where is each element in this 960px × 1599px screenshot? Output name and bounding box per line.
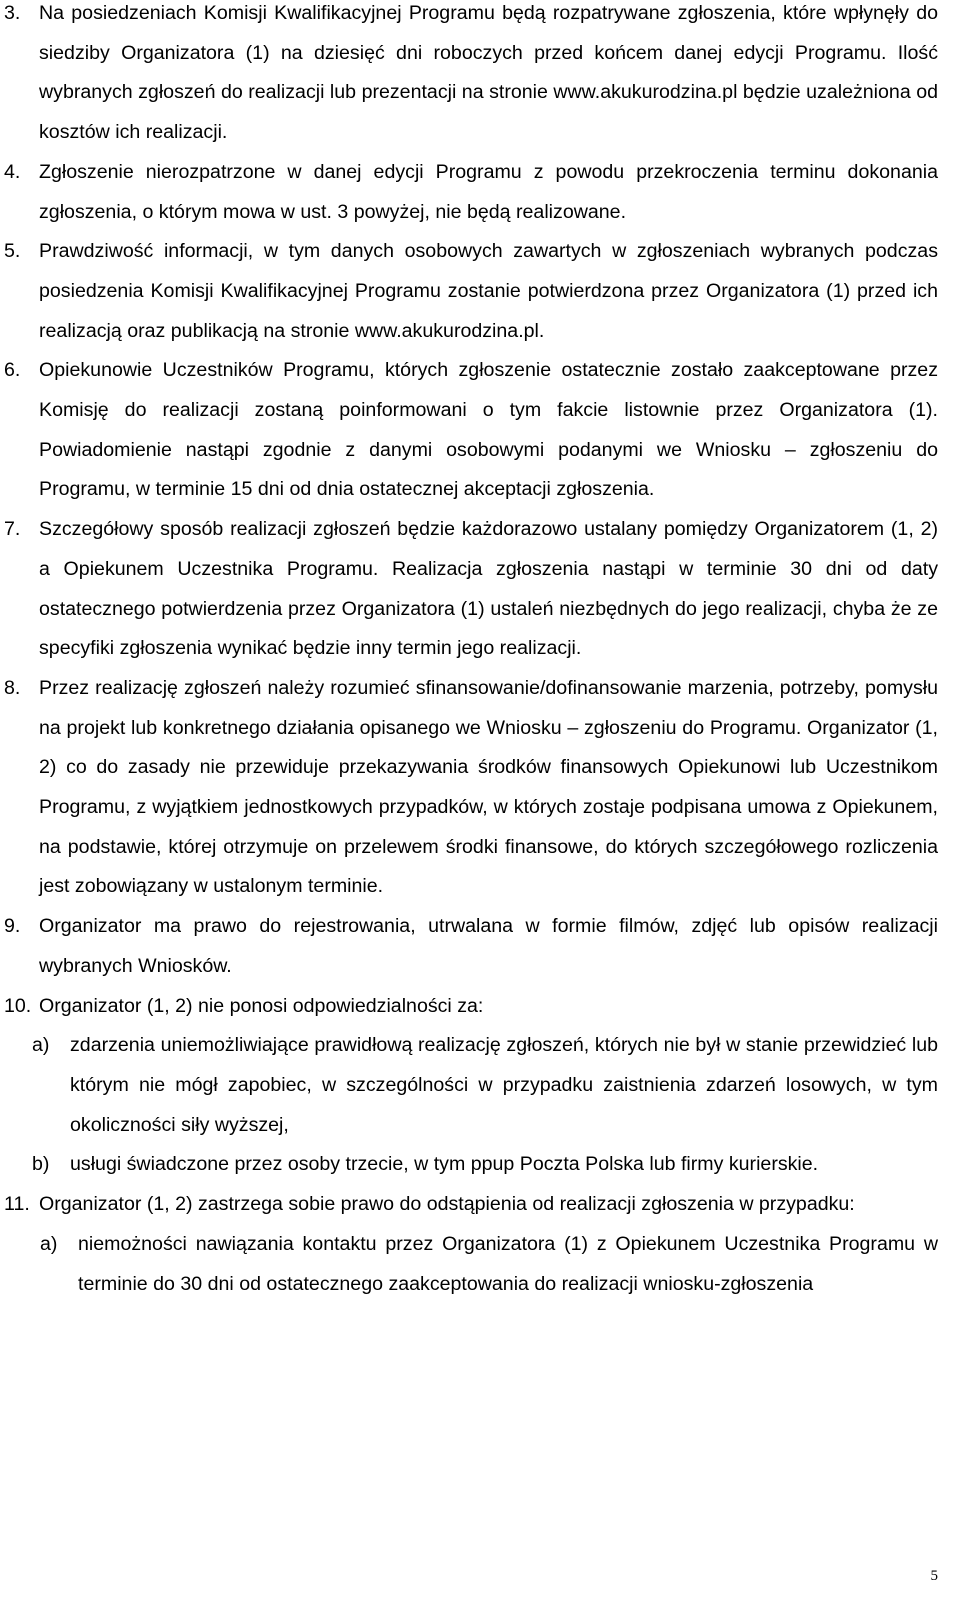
list-item	[0, 669, 960, 907]
sublist-label: a)	[32, 1034, 50, 1057]
item-text: Organizator (1, 2) nie ponosi odpowiedzialności za:	[39, 994, 484, 1017]
list-item	[0, 907, 960, 986]
list-item	[0, 1185, 960, 1225]
sublist	[0, 1026, 960, 1185]
item-number: 7.	[4, 518, 21, 541]
item-text: Prawdziwość informacji, w tym danych osobowych zawartych w zgłoszeniach wybranych podczas posiedzenia Komisji Kwalifikacyjnej Programu zostanie potwierdzona przez Organizatora (1) przed ich realizacją oraz publikacją na stronie www.akukurodzina.pl.	[39, 240, 938, 342]
sublist-text: usługi świadczone przez osoby trzecie, w tym ppup Poczta Polska lub firmy kurierskie.	[70, 1153, 819, 1176]
item-number: 6.	[4, 359, 21, 382]
item-text: Opiekunowie Uczestników Programu, których zgłoszenie ostatecznie zostało zaakceptowane przez Komisję do realizacji zostaną poinformowani o tym fakcie listownie przez Organizatora (1). Powiadomienie nastąpi zgodnie z danymi osobowymi podanymi we Wniosku – zgłoszeniu do Programu, w terminie 15 dni od dnia ostatecznej akceptacji zgłoszenia.	[39, 359, 938, 501]
item-number: 5.	[4, 240, 21, 263]
item-text: Przez realizację zgłoszeń należy rozumieć sfinansowanie/dofinansowanie marzenia, potrzeby, pomysłu na projekt lub konkretnego działania opisanego we Wniosku – zgłoszeniu do Programu. Organizator (1, 2) co do zasady nie przewiduje przekazywania środków finansowych Opiekunowi lub Uczestnikom Programu, z wyjątkiem jednostkowych przypadków, w których zostaje podpisana umowa z Opiekunem, na podstawie, której otrzymuje on przelewem środki finansowe, do których szczegółowego rozliczenia jest zobowiązany w ustalonym terminie.	[39, 676, 938, 898]
item-text: Szczegółowy sposób realizacji zgłoszeń będzie każdorazowo ustalany pomiędzy Organizatorem (1, 2) a Opiekunem Uczestnika Programu. Realizacja zgłoszenia nastąpi w terminie 30 dni od daty ostatecznego potwierdzenia przez Organizatora (1) ustaleń niezbędnych do jego realizacji, chyba że ze specyfiki zgłoszenia wynikać będzie inny termin jego realizacji.	[39, 518, 938, 660]
item-number: 8.	[4, 676, 21, 699]
sublist-container	[0, 1026, 960, 1185]
item-number: 10.	[4, 994, 32, 1017]
item-text: Zgłoszenie nierozpatrzone w danej edycji Programu z powodu przekroczenia terminu dokonania zgłoszenia, o którym mowa w ust. 3 powyżej, nie będą realizowane.	[39, 160, 938, 223]
list-item	[0, 153, 960, 232]
item-number: 9.	[4, 915, 21, 938]
item-number: 11.	[4, 1193, 30, 1216]
sublist-item	[0, 1145, 960, 1185]
sublist-label: a)	[40, 1232, 58, 1255]
item-number: 3.	[4, 2, 21, 24]
list-item	[0, 351, 960, 510]
sublist	[0, 1225, 960, 1304]
sublist-item	[0, 1225, 960, 1304]
sublist-item	[0, 1026, 960, 1145]
sublist-text: zdarzenia uniemożliwiające prawidłową realizację zgłoszeń, których nie był w stanie przewidzieć lub którym nie mógł zapobiec, w szczególności w przypadku zaistnienia zdarzeń losowych, w tym okoliczności siły wyższej,	[70, 1034, 938, 1136]
sublist-container	[0, 1225, 960, 1304]
page-number: 5	[930, 1568, 938, 1584]
item-text: Organizator ma prawo do rejestrowania, utrwalana w formie filmów, zdjęć lub opisów realizacji wybranych Wniosków.	[39, 915, 938, 977]
list-item	[0, 987, 960, 1027]
item-text: Na posiedzeniach Komisji Kwalifikacyjnej Programu będą rozpatrywane zgłoszenia, które wpłynęły do siedziby Organizatora (1) na dziesięć dni roboczych przed końcem danej edycji Programu. Ilość wybranych zgłoszeń do realizacji lub prezentacji na stronie www.akukurodzina.pl będzie uzależniona od kosztów ich realizacji.	[39, 2, 938, 144]
sublist-text: niemożności nawiązania kontaktu przez Organizatora (1) z Opiekunem Uczestnika Programu w terminie do 30 dni od ostatecznego zaakceptowania do realizacji wniosku-zgłoszenia	[78, 1232, 938, 1295]
list-item	[0, 0, 960, 153]
item-number: 4.	[4, 160, 21, 183]
list-item	[0, 510, 960, 669]
sublist-label: b)	[32, 1153, 50, 1176]
item-text: Organizator (1, 2) zastrzega sobie prawo do odstąpienia od realizacji zgłoszenia w przypadku:	[39, 1193, 855, 1216]
list-item	[0, 232, 960, 351]
